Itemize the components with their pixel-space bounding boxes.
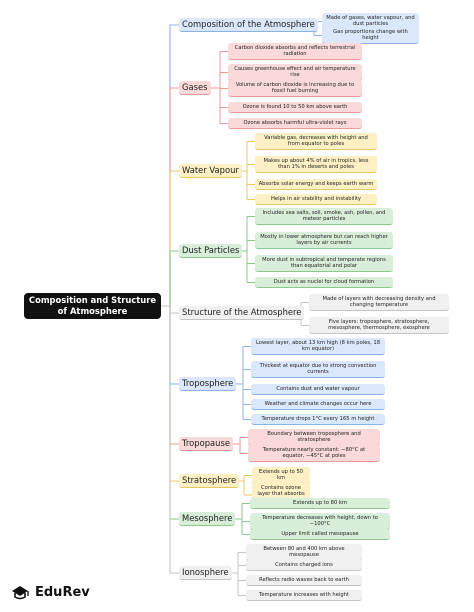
leaf-stratosphere-2: Contains ozone layer that absorbs (252, 483, 310, 507)
leaf-tropopause-1: Boundary between troposphere and stratosphere (248, 429, 380, 446)
leaf-dust-particles-1: Includes sea salts, soil, smoke, ash, pollen, and meteor particles (255, 208, 393, 225)
leaf-tropopause-2: Temperature nearly constant: −80°C at equator, −45°C at poles (248, 445, 380, 462)
leaf-dust-particles-3: More dust in subtropical and temperate regions than equatorial and polar (255, 255, 393, 272)
branch-ionosphere: Ionosphere (179, 566, 232, 580)
leaf-dust-particles-2: Mostly in lower atmosphere but can reach higher layers by air currents (255, 232, 393, 249)
leaf-gases-5: Ozone absorbs harmful ultra-violet rays (228, 118, 362, 129)
leaf-structure-2: Five layers: troposphere, stratosphere, mesosphere, thermosphere, exosphere (309, 317, 449, 334)
leaf-ionosphere-3: Reflects radio waves back to earth (246, 575, 362, 586)
leaf-gases-4: Ozone is found 10 to 50 km above earth (228, 102, 362, 113)
edurev-logo-icon (9, 582, 31, 602)
leaf-water-vapour-4: Helps in air stability and instability (255, 194, 377, 205)
branch-mesosphere: Mesosphere (179, 512, 235, 526)
leaf-troposphere-5: Temperature drops 1°C every 165 m height (251, 414, 385, 425)
branch-composition: Composition of the Atmosphere (179, 18, 318, 32)
branch-gases: Gases (179, 81, 211, 95)
branch-dust-particles: Dust Particles (179, 244, 242, 258)
leaf-troposphere-4: Weather and climate changes occur here (251, 399, 385, 410)
branch-troposphere: Troposphere (179, 377, 236, 391)
root-node: Composition and Structure of Atmosphere (24, 293, 161, 319)
leaf-water-vapour-2: Makes up about 4% of air in tropics, less than 1% in deserts and poles (255, 156, 377, 173)
leaf-ionosphere-2: Contains charged ions (246, 560, 362, 571)
leaf-mesosphere-3: Upper limit called mesopause (250, 529, 390, 540)
leaf-gases-2: Causes greenhouse effect and air temperature rise (228, 64, 362, 81)
leaf-mesosphere-2: Temperature decreases with height, down to −100°C (250, 513, 390, 530)
leaf-water-vapour-1: Variable gas, decreases with height and from equator to poles (255, 133, 377, 150)
leaf-ionosphere-4: Temperature increases with height (246, 590, 362, 601)
connector-line (161, 251, 179, 306)
leaf-gases-1: Carbon dioxide absorbs and reflects terrestrial radiation (228, 43, 362, 60)
leaf-ionosphere-1: Between 80 and 400 km above mesopause (246, 544, 362, 561)
leaf-troposphere-3: Contains dust and water vapour (251, 384, 385, 395)
leaf-composition-1: Made of gases, water vapour, and dust particles (322, 13, 419, 30)
leaf-dust-particles-4: Dust acts as nuclei for cloud formation (255, 277, 393, 288)
leaf-stratosphere-1: Extends up to 50 km (252, 467, 310, 484)
branch-tropopause: Tropopause (179, 437, 233, 451)
leaf-gases-3: Volume of carbon dioxide is increasing due to fossil fuel burning (228, 80, 362, 97)
leaf-structure-1: Made of layers with decreasing density and changing temperature (309, 294, 449, 311)
branch-water-vapour: Water Vapour (179, 164, 242, 178)
branch-structure: Structure of the Atmosphere (179, 306, 304, 320)
leaf-composition-2: Gas proportions change with height (322, 27, 419, 44)
brand-name: EduRev (35, 584, 90, 600)
leaf-water-vapour-3: Absorbs solar energy and keeps earth warm (255, 179, 377, 190)
leaf-troposphere-1: Lowest layer, about 13 km high (8 km poles, 18 km equator) (251, 338, 385, 355)
connector-line (161, 306, 179, 573)
branch-stratosphere: Stratosphere (179, 474, 239, 488)
edurev-logo (9, 582, 90, 602)
leaf-mesosphere-1: Extends up to 80 km (250, 498, 390, 509)
leaf-troposphere-2: Thickest at equator due to strong convection currents (251, 361, 385, 378)
